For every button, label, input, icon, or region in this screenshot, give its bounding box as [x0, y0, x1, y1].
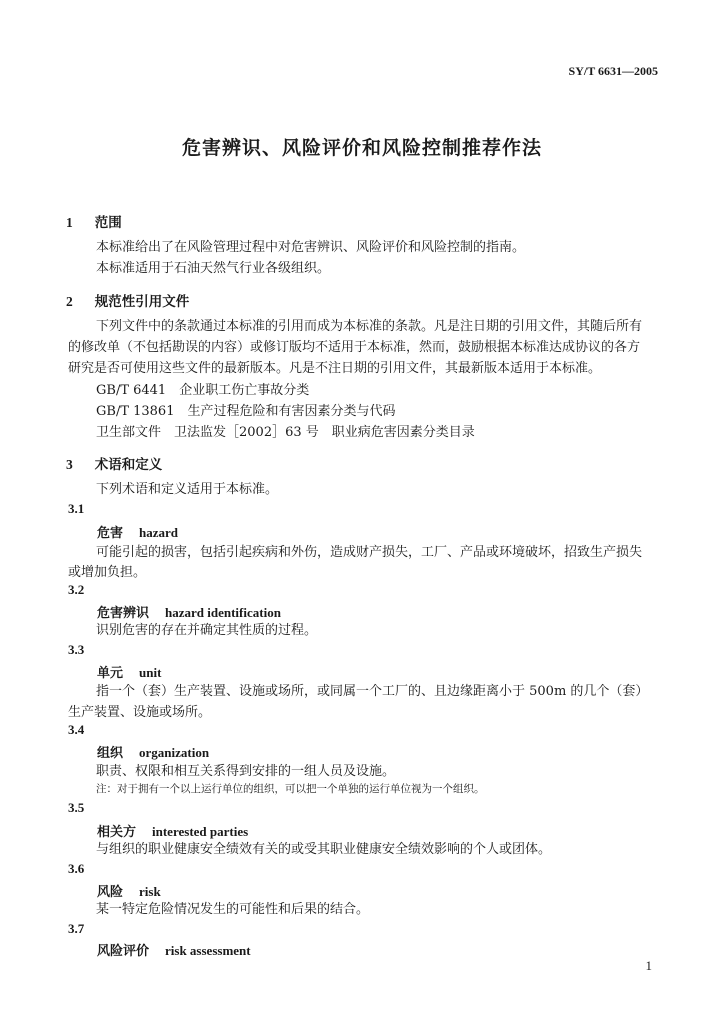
section-number: 3: [66, 457, 73, 472]
standard-code: SY/T 6631—2005: [568, 64, 658, 78]
section-title: 术语和定义: [94, 457, 163, 473]
term-heading: [97, 602, 281, 621]
definition-line: 指一个（套）生产装置、设施或场所，或同属一个工厂的、且边缘距离小于 500m 的几个（套）: [96, 684, 649, 699]
term-heading: [97, 742, 209, 761]
term-heading: [97, 940, 251, 959]
term-en: risk: [139, 884, 161, 899]
term-zh: 风险评价: [97, 944, 150, 959]
term-number: 3.1: [68, 501, 85, 516]
term-number: 3.4: [68, 722, 85, 737]
term-heading: [97, 662, 161, 681]
term-heading: [97, 522, 178, 541]
definition-line: 某一特定危险情况发生的可能性和后果的结合。: [96, 902, 370, 917]
paragraph-line: 本标准适用于石油天然气行业各级组织。: [96, 261, 331, 276]
section-number: 1: [66, 215, 73, 230]
definition-note: 注：对于拥有一个以上运行单位的组织，可以把一个单独的运行单位视为一个组织。: [96, 783, 485, 795]
term-zh: 单元: [97, 666, 124, 681]
term-en: organization: [139, 745, 210, 760]
reference-item: GB/T 6441 企业职工伤亡事故分类: [96, 383, 310, 398]
definition-line: 职责、权限和相互关系得到安排的一组人员及设施。: [96, 764, 396, 779]
term-heading: [97, 821, 248, 840]
page-number: 1: [645, 958, 652, 973]
term-en: hazard identification: [165, 605, 281, 620]
document-title: 危害辨识、风险评价和风险控制推荐作法: [181, 137, 542, 159]
term-zh: 相关方: [97, 825, 137, 840]
definition-line: 可能引起的损害，包括引起疾病和外伤，造成财产损失，工厂、产品或环境破坏，招致生产损失: [96, 545, 643, 560]
section-title: 规范性引用文件: [94, 294, 190, 310]
reference-item: GB/T 13861 生产过程危险和有害因素分类与代码: [96, 404, 396, 419]
section-heading-normative-references: [66, 290, 189, 310]
paragraph-line: 下列文件中的条款通过本标准的引用而成为本标准的条款。凡是注日期的引用文件，其随后所有: [96, 319, 643, 334]
term-number: 3.2: [68, 582, 85, 597]
term-zh: 危害: [97, 526, 124, 541]
definition-line: 与组织的职业健康安全绩效有关的或受其职业健康安全绩效影响的个人或团体。: [96, 842, 552, 857]
term-en: hazard: [139, 525, 179, 540]
term-zh: 组织: [97, 746, 124, 761]
paragraph-line: 研究是否可使用这些文件的最新版本。凡是不注日期的引用文件，其最新版本适用于本标准。: [68, 361, 602, 376]
paragraph-line: 下列术语和定义适用于本标准。: [96, 482, 279, 497]
paragraph-line: 本标准给出了在风险管理过程中对危害辨识、风险评价和风险控制的指南。: [96, 240, 526, 255]
term-zh: 风险: [97, 885, 124, 900]
term-en: risk assessment: [165, 943, 251, 958]
definition-line: 生产装置、设施或场所。: [68, 705, 212, 720]
term-number: 3.5: [68, 800, 85, 815]
term-heading: [97, 881, 161, 900]
section-heading-scope: [66, 211, 122, 231]
section-number: 2: [66, 294, 73, 309]
paragraph-line: 的修改单（不包括勘误的内容）或修订版均不适用于本标准，然而，鼓励根据本标准达成协议的各方: [68, 340, 641, 355]
term-number: 3.3: [68, 642, 85, 657]
section-heading-terms-and-definitions: [66, 453, 162, 473]
definition-line: 或增加负担。: [68, 565, 147, 580]
section-title: 范围: [94, 215, 122, 231]
reference-item: 卫生部文件 卫法监发［2002］63 号 职业病危害因素分类目录: [96, 425, 475, 440]
term-en: interested parties: [152, 824, 249, 839]
term-zh: 危害辨识: [97, 606, 150, 621]
definition-line: 识别危害的存在并确定其性质的过程。: [96, 623, 318, 638]
term-number: 3.7: [68, 921, 85, 936]
term-number: 3.6: [68, 861, 85, 876]
term-en: unit: [139, 665, 162, 680]
